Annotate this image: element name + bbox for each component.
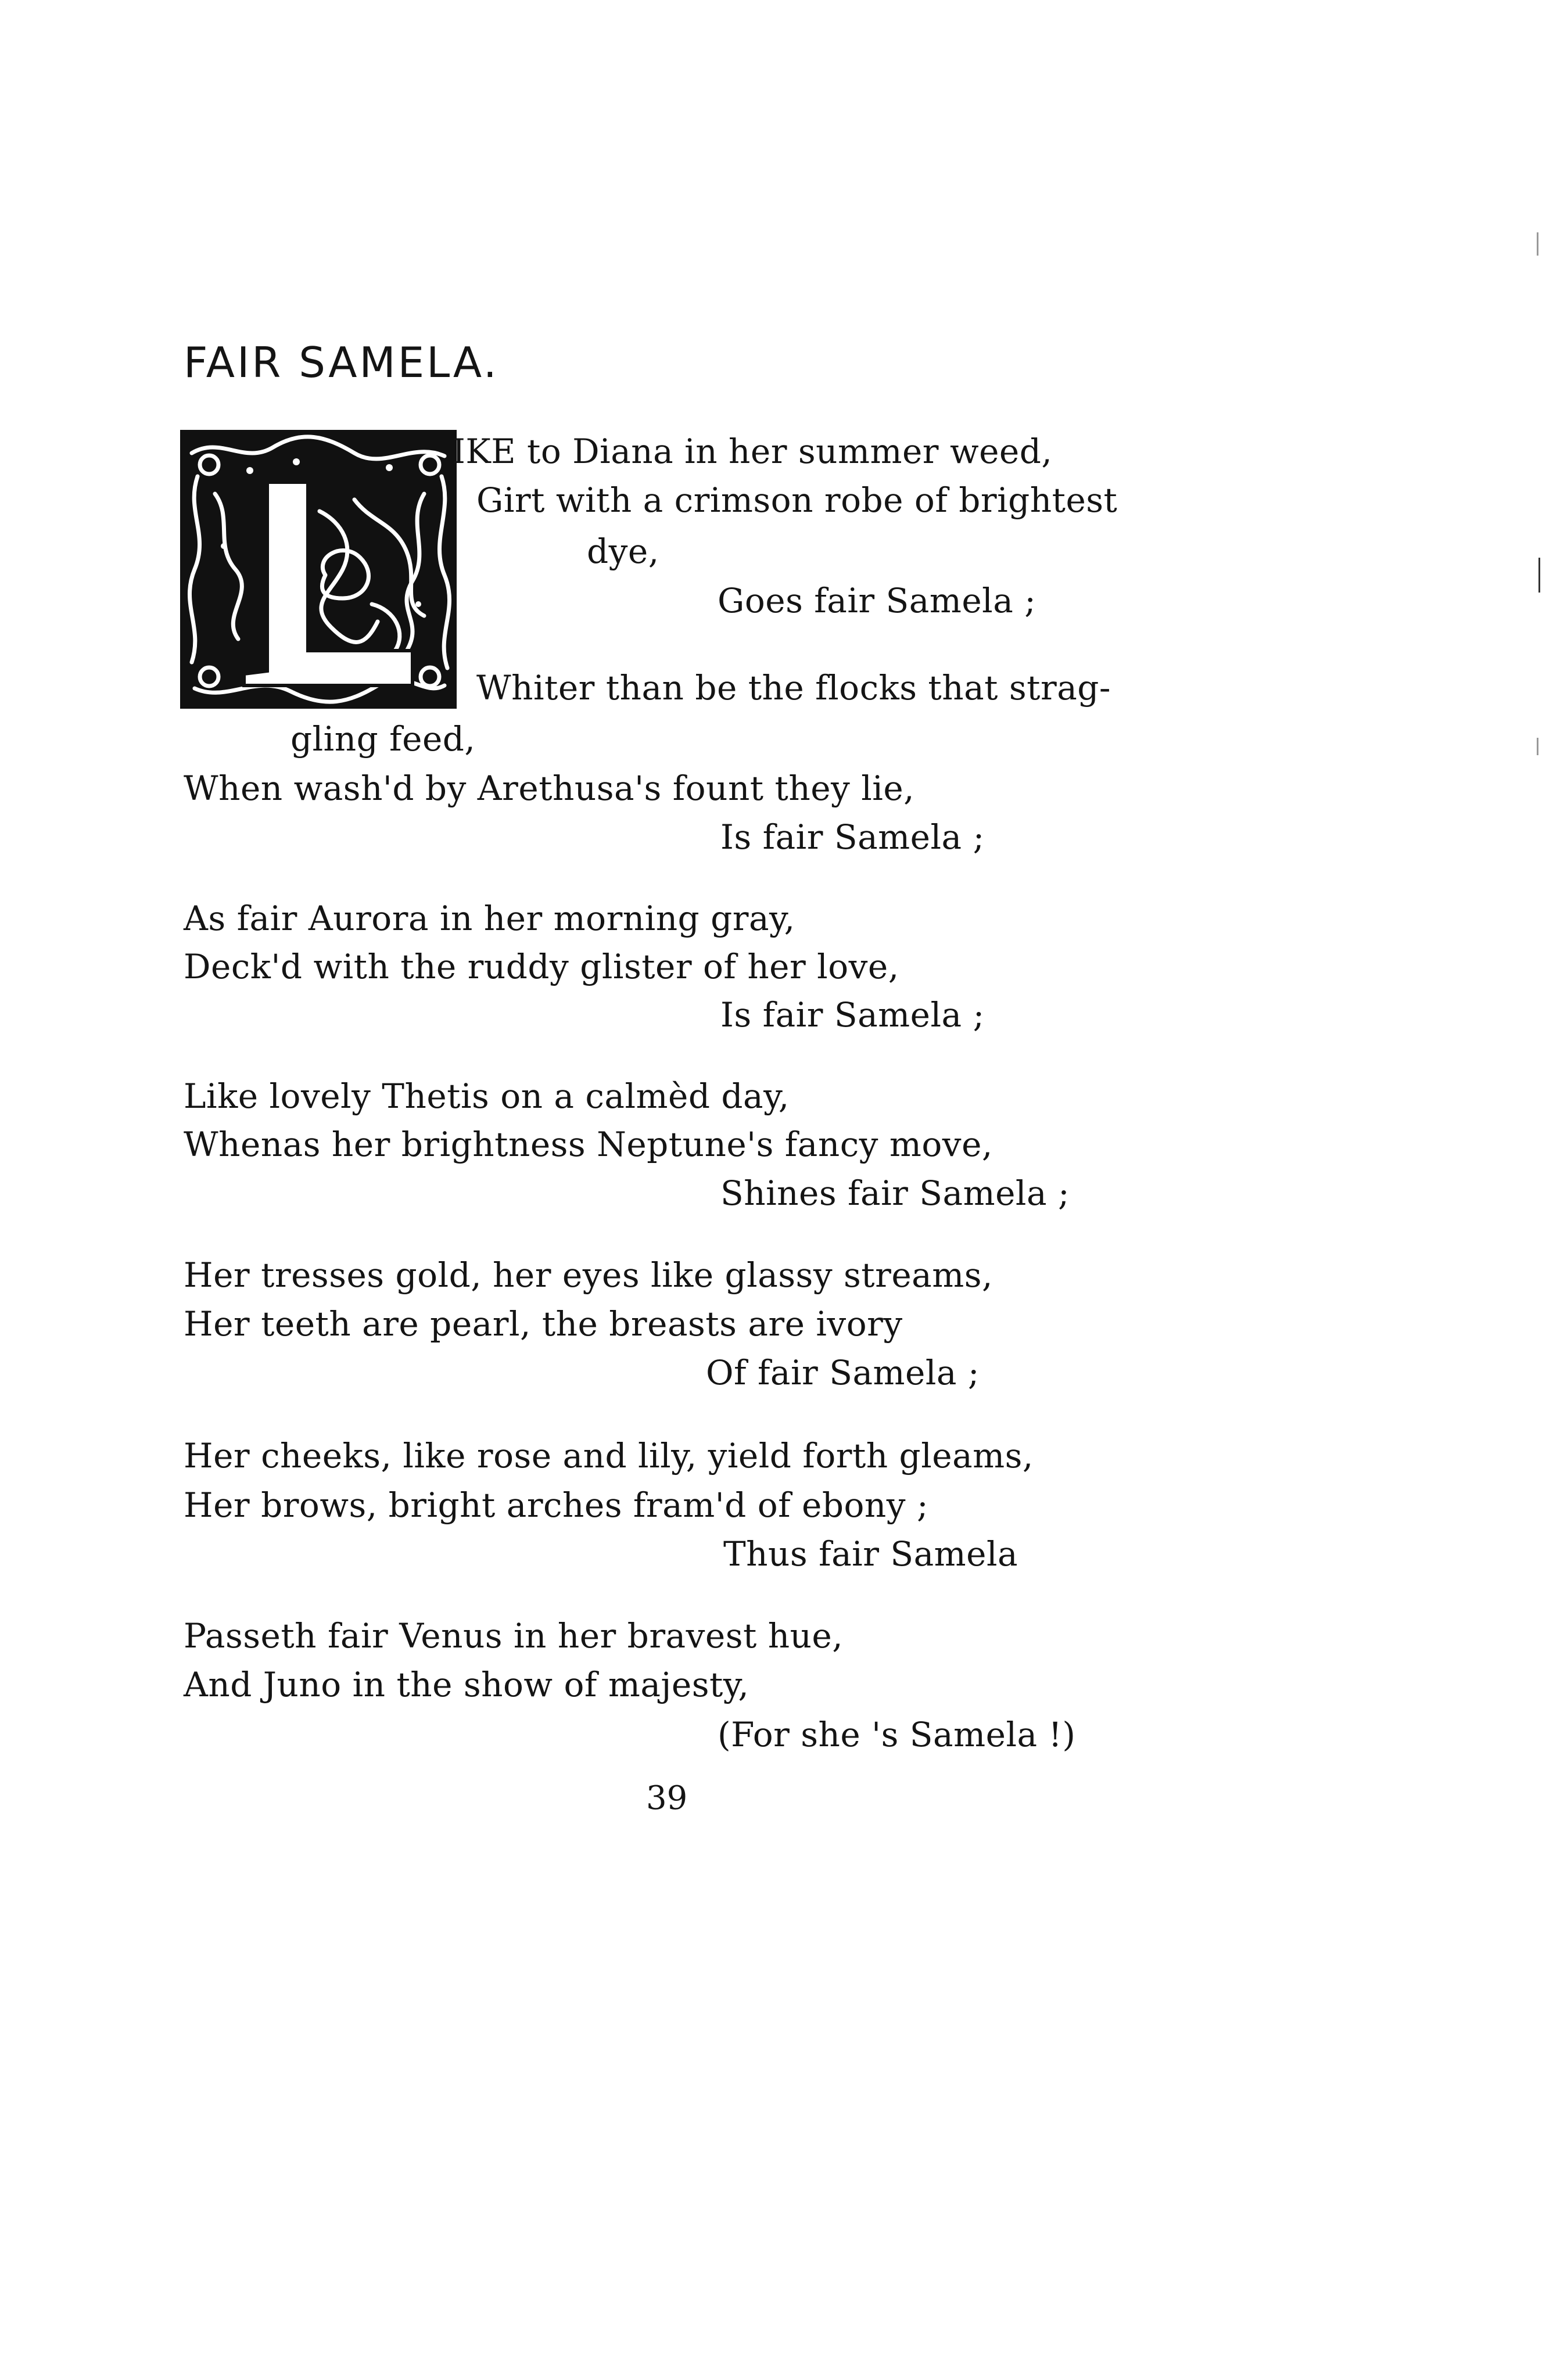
poem-line: IKE to Diana in her summer weed,: [452, 432, 1053, 471]
poem-line: When wash'd by Arethusa's fount they lie,: [184, 769, 915, 808]
poem-line: Her brows, bright arches fram'd of ebony ;: [184, 1485, 928, 1525]
poem-line: Thus fair Samela: [723, 1534, 1018, 1574]
poem-line: Goes fair Samela ;: [718, 581, 1036, 620]
poem-line: gling feed,: [290, 719, 476, 759]
decorated-initial-letter: [180, 430, 457, 709]
poem-title: FAIR SAMELA.: [184, 338, 499, 387]
poem-line: Girt with a crimson robe of brightest: [476, 480, 1118, 520]
poem-line: And Juno in the show of majesty,: [184, 1665, 749, 1704]
scan-mark: [1537, 738, 1538, 755]
poem-line: Is fair Samela ;: [720, 817, 985, 857]
poem-line: Whenas her brightness Neptune's fancy move,: [184, 1125, 993, 1164]
poem-line: Her tresses gold, her eyes like glassy streams,: [184, 1255, 993, 1295]
poem-line: Her cheeks, like rose and lily, yield forth gleams,: [184, 1436, 1034, 1476]
scan-mark: [1537, 232, 1538, 256]
poem-line: Whiter than be the flocks that strag-: [476, 668, 1111, 708]
poem-line: dye,: [587, 532, 659, 571]
poem-line: (For she 's Samela !): [718, 1715, 1076, 1754]
poem-line: Like lovely Thetis on a calmèd day,: [184, 1076, 790, 1116]
poem-line: As fair Aurora in her morning gray,: [184, 899, 795, 938]
poem-line: Is fair Samela ;: [720, 995, 985, 1035]
poem-line: Her teeth are pearl, the breasts are ivory: [184, 1304, 903, 1344]
poem-line: Passeth fair Venus in her bravest hue,: [184, 1616, 844, 1656]
page-number: 39: [646, 1779, 688, 1817]
poem-line: Deck'd with the ruddy glister of her love,: [184, 947, 899, 986]
poem-line: Shines fair Samela ;: [720, 1173, 1070, 1213]
poem-line: Of fair Samela ;: [706, 1353, 980, 1392]
scan-mark: [1538, 558, 1540, 593]
